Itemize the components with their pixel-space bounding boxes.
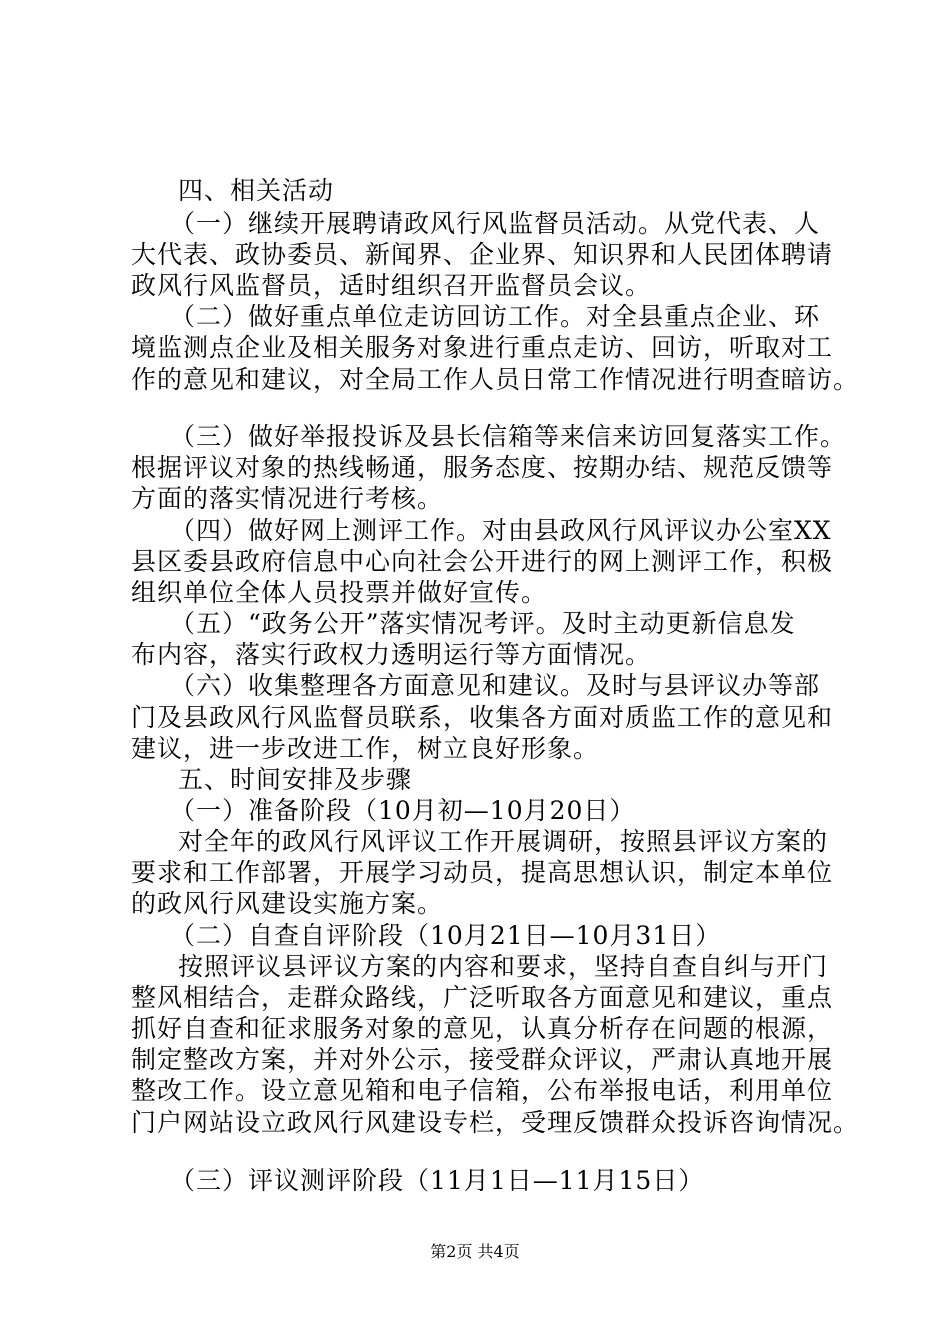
text-line: 门户网站设立政风行风建设专栏，受理反馈群众投诉咨询情况。 xyxy=(131,1108,860,1137)
text-line: 门及县政风行风监督员联系，收集各方面对质监工作的意见和 xyxy=(131,703,834,732)
text-line: 的政风行风建设实施方案。 xyxy=(131,889,444,918)
text-line: 建议，进一步改进工作，树立良好形象。 xyxy=(131,734,600,763)
text-line: 组织单位全体人员投票并做好宣传。 xyxy=(131,578,548,607)
text-line: （二）自查自评阶段（10月21日—10月31日） xyxy=(170,921,722,950)
text-line: 境监测点企业及相关服务对象进行重点走访、回访，听取对工 xyxy=(131,333,834,362)
section-heading: 五、时间安排及步骤 xyxy=(178,765,413,794)
text-line: 抓好自查和征求服务对象的意见，认真分析存在问题的根源， xyxy=(131,1014,834,1043)
text-line: 整风相结合，走群众路线，广泛听取各方面意见和建议，重点 xyxy=(131,983,834,1012)
text-line: （二）做好重点单位走访回访工作。对全县重点企业、环 xyxy=(170,302,821,331)
text-line: 根据评议对象的热线畅通，服务态度、按期办结、规范反馈等 xyxy=(131,453,834,482)
text-line: （三）做好举报投诉及县长信箱等来信来访回复落实工作。 xyxy=(170,422,847,451)
text-line: 县区委县政府信息中心向社会公开进行的网上测评工作，积极 xyxy=(131,547,834,576)
text-line: 政风行风监督员，适时组织召开监督员会议。 xyxy=(131,271,652,300)
text-line: 要求和工作部署，开展学习动员，提高思想认识，制定本单位 xyxy=(131,858,834,887)
page-number-footer: 第2页 共4页 xyxy=(430,1242,520,1261)
text-line: 按照评议县评议方案的内容和要求，坚持自查自纠与开门 xyxy=(178,952,829,981)
text-line: （三）评议测评阶段（11月1日—11月15日） xyxy=(170,1166,705,1195)
text-line: 整改工作。设立意见箱和电子信箱，公布举报电话，利用单位 xyxy=(131,1076,834,1105)
text-line: （一）准备阶段（10月初—10月20日） xyxy=(170,796,636,825)
text-line: 大代表、政协委员、新闻界、企业界、知识界和人民团体聘请 xyxy=(131,240,834,269)
text-line: 方面的落实情况进行考核。 xyxy=(131,484,444,513)
text-line: 对全年的政风行风评议工作开展调研，按照县评议方案的 xyxy=(178,827,829,856)
text-line: （五）“政务公开”落实情况考评。及时主动更新信息发 xyxy=(170,609,796,638)
text-line: 制定整改方案，并对外公示，接受群众评议，严肃认真地开展 xyxy=(131,1045,834,1074)
text-line: 作的意见和建议，对全局工作人员日常工作情况进行明查暗访。 xyxy=(131,365,860,394)
text-line: （四）做好网上测评工作。对由县政风行风评议办公室XX xyxy=(170,516,832,545)
text-line: 布内容，落实行政权力透明运行等方面情况。 xyxy=(131,640,652,669)
text-line: （六）收集整理各方面意见和建议。及时与县评议办等部 xyxy=(170,671,821,700)
text-line: （一）继续开展聘请政风行风监督员活动。从党代表、人 xyxy=(170,209,821,238)
text-line: 四、相关活动 xyxy=(178,176,335,205)
